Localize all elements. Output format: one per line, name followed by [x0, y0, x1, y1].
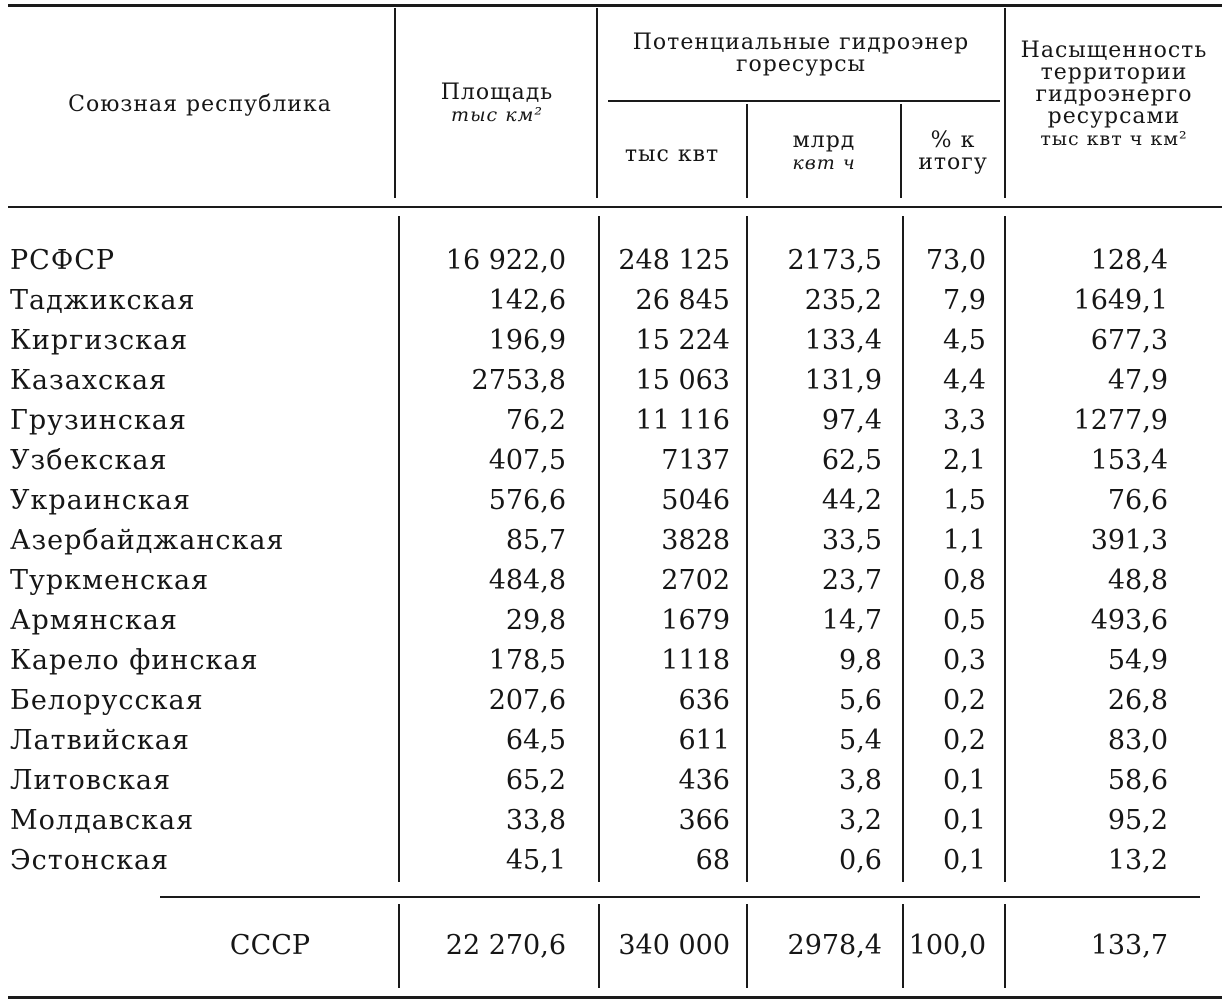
republic-name: Молдавская: [10, 805, 195, 836]
republic-name: Узбекская: [10, 445, 168, 476]
share-value: 0,2: [943, 685, 986, 716]
header-potential-group: Потенциальные гидроэнер горесурсы: [632, 30, 970, 77]
energy-value: 3,8: [839, 765, 882, 796]
energy-value: 23,7: [821, 565, 882, 596]
power-value: 611: [678, 725, 730, 756]
total-label: СССР: [229, 930, 311, 961]
power-value: 7137: [661, 445, 730, 476]
total-divider-4: [902, 904, 904, 988]
republic-name: Эстонская: [10, 845, 170, 876]
saturation-value: 54,9: [1107, 645, 1168, 676]
header-saturation: Насыщенность территории гидроэнерго ресурсами тыс квт ч км²: [1020, 38, 1208, 150]
area-value: 64,5: [505, 725, 566, 756]
energy-value: 44,2: [821, 485, 882, 516]
share-value: 4,5: [943, 325, 986, 356]
share-value: 0,1: [943, 845, 986, 876]
header-divider-1: [394, 8, 396, 198]
republic-name: Украинская: [10, 485, 191, 516]
power-value: 636: [678, 685, 730, 716]
total-divider-5: [1004, 904, 1006, 988]
share-value: 7,9: [943, 285, 986, 316]
header-sub-kw: тыс квт: [624, 142, 720, 167]
saturation-value: 13,2: [1107, 845, 1168, 876]
header-republic: Союзная республика: [68, 92, 332, 117]
energy-value: 97,4: [821, 405, 882, 436]
saturation-value: 153,4: [1090, 445, 1168, 476]
header-area: Площадь тыс км²: [440, 80, 554, 126]
saturation-value: 677,3: [1090, 325, 1168, 356]
republic-name: РСФСР: [10, 245, 116, 276]
republic-name: Туркменская: [10, 565, 210, 596]
header-divider-3: [746, 104, 748, 198]
area-value: 178,5: [488, 645, 566, 676]
energy-value: 131,9: [804, 365, 882, 396]
total-power-value: 340 000: [618, 930, 730, 961]
area-value: 576,6: [488, 485, 566, 516]
share-value: 0,3: [943, 645, 986, 676]
bottom-rule: [8, 996, 1222, 999]
power-value: 1679: [661, 605, 730, 636]
body-divider-1: [398, 216, 400, 882]
header-bottom-rule: [8, 206, 1222, 208]
body-divider-4: [902, 216, 904, 882]
saturation-value: 47,9: [1107, 365, 1168, 396]
power-value: 248 125: [618, 245, 730, 276]
republic-name: Азербайджанская: [10, 525, 285, 556]
area-value: 142,6: [488, 285, 566, 316]
republic-name: Армянская: [10, 605, 178, 636]
share-value: 73,0: [925, 245, 986, 276]
area-value: 85,7: [505, 525, 566, 556]
power-value: 5046: [661, 485, 730, 516]
area-value: 196,9: [488, 325, 566, 356]
header-sub-rule: [608, 100, 1000, 102]
total-saturation-value: 133,7: [1090, 930, 1168, 961]
saturation-value: 58,6: [1107, 765, 1168, 796]
header-sub-pct: % к итогу: [918, 128, 988, 175]
area-value: 407,5: [488, 445, 566, 476]
energy-value: 133,4: [804, 325, 882, 356]
republic-name: Казахская: [10, 365, 168, 396]
share-value: 1,5: [943, 485, 986, 516]
header-divider-4: [900, 104, 902, 198]
power-value: 436: [678, 765, 730, 796]
saturation-value: 391,3: [1090, 525, 1168, 556]
share-value: 0,5: [943, 605, 986, 636]
area-value: 65,2: [505, 765, 566, 796]
power-value: 2702: [661, 565, 730, 596]
total-rule: [160, 896, 1200, 898]
republic-name: Грузинская: [10, 405, 187, 436]
power-value: 26 845: [635, 285, 730, 316]
top-rule: [8, 4, 1222, 7]
energy-value: 2173,5: [787, 245, 882, 276]
body-divider-5: [1004, 216, 1006, 882]
power-value: 11 116: [635, 405, 730, 436]
energy-value: 0,6: [839, 845, 882, 876]
total-divider-1: [398, 904, 400, 988]
area-value: 2753,8: [471, 365, 566, 396]
body-divider-3: [746, 216, 748, 882]
republic-name: Латвийская: [10, 725, 190, 756]
share-value: 2,1: [943, 445, 986, 476]
saturation-value: 83,0: [1107, 725, 1168, 756]
total-area-value: 22 270,6: [445, 930, 566, 961]
energy-value: 3,2: [839, 805, 882, 836]
area-value: 29,8: [505, 605, 566, 636]
energy-value: 5,4: [839, 725, 882, 756]
energy-value: 9,8: [839, 645, 882, 676]
energy-value: 33,5: [821, 525, 882, 556]
saturation-value: 26,8: [1107, 685, 1168, 716]
share-value: 1,1: [943, 525, 986, 556]
power-value: 3828: [661, 525, 730, 556]
energy-value: 62,5: [821, 445, 882, 476]
area-value: 45,1: [505, 845, 566, 876]
area-value: 207,6: [488, 685, 566, 716]
saturation-value: 76,6: [1107, 485, 1168, 516]
total-energy-value: 2978,4: [787, 930, 882, 961]
share-value: 4,4: [943, 365, 986, 396]
header-divider-2: [596, 8, 598, 198]
header-divider-5: [1004, 8, 1006, 198]
share-value: 0,1: [943, 805, 986, 836]
saturation-value: 48,8: [1107, 565, 1168, 596]
republic-name: Карело финская: [10, 645, 259, 676]
republic-name: Белорусская: [10, 685, 204, 716]
power-value: 68: [695, 845, 730, 876]
total-divider-3: [746, 904, 748, 988]
energy-value: 14,7: [821, 605, 882, 636]
energy-value: 235,2: [804, 285, 882, 316]
area-value: 33,8: [505, 805, 566, 836]
area-value: 76,2: [505, 405, 566, 436]
area-value: 484,8: [488, 565, 566, 596]
saturation-value: 493,6: [1090, 605, 1168, 636]
header-sub-kwh: млрд квт ч: [792, 128, 856, 174]
share-value: 3,3: [943, 405, 986, 436]
power-value: 366: [678, 805, 730, 836]
saturation-value: 128,4: [1090, 245, 1168, 276]
saturation-value: 1277,9: [1073, 405, 1168, 436]
saturation-value: 95,2: [1107, 805, 1168, 836]
total-share-value: 100,0: [908, 930, 986, 961]
saturation-value: 1649,1: [1073, 285, 1168, 316]
power-value: 15 224: [635, 325, 730, 356]
energy-value: 5,6: [839, 685, 882, 716]
republic-name: Литовская: [10, 765, 172, 796]
area-value: 16 922,0: [445, 245, 566, 276]
share-value: 0,8: [943, 565, 986, 596]
share-value: 0,1: [943, 765, 986, 796]
republic-name: Таджикская: [10, 285, 196, 316]
power-value: 1118: [661, 645, 730, 676]
republic-name: Киргизская: [10, 325, 189, 356]
share-value: 0,2: [943, 725, 986, 756]
power-value: 15 063: [635, 365, 730, 396]
